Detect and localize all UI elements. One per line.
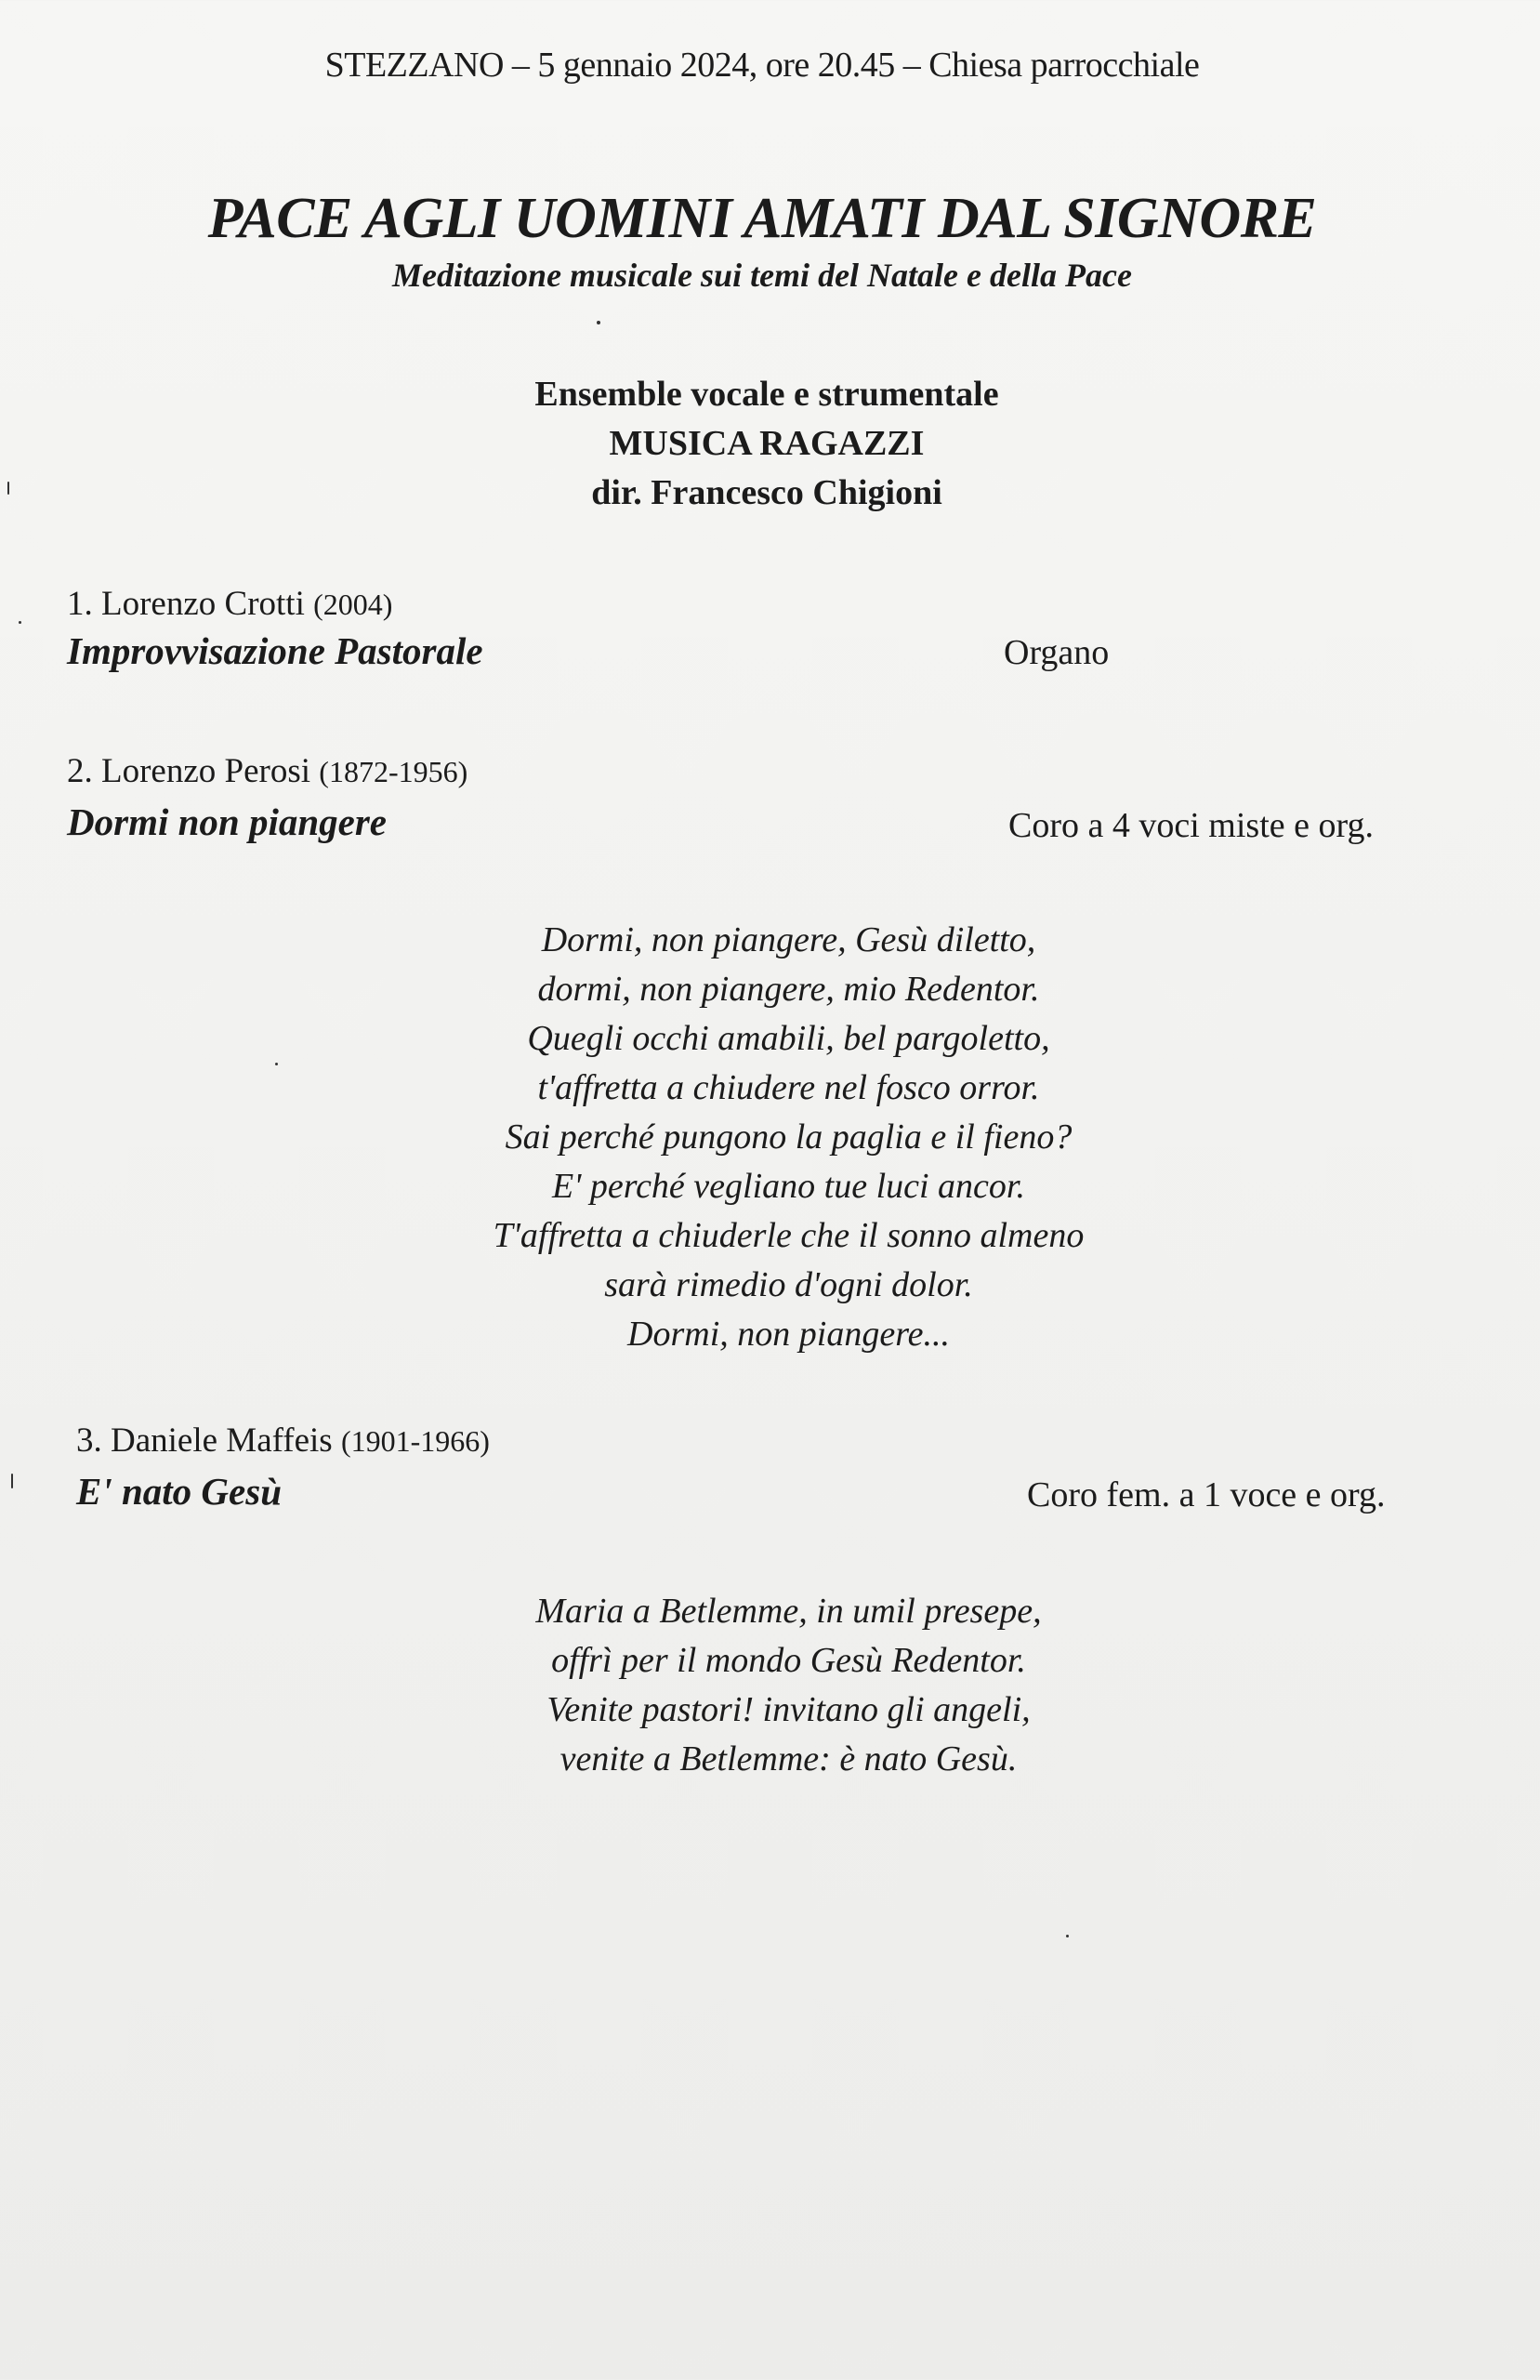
lyric-line: Quegli occhi amabili, bel pargoletto,	[527, 1019, 1050, 1058]
lyrics-e-nato-gesu	[0, 1587, 1540, 1784]
lyric-line: T'affretta a chiuderle che il sonno almeno	[493, 1216, 1085, 1255]
print-speck	[275, 1063, 278, 1065]
piece-composer	[67, 751, 467, 791]
composer-name: 3. Daniele Maffeis	[76, 1421, 333, 1460]
composer-name: 1. Lorenzo Crotti	[67, 585, 305, 623]
print-mark	[11, 1474, 13, 1488]
print-mark	[7, 482, 9, 495]
ensemble-name: MUSICA RAGAZZI	[609, 424, 925, 463]
print-speck	[1066, 1935, 1069, 1937]
composer-dates: (1872-1956)	[319, 755, 468, 788]
program-subtitle: Meditazione musicale sui temi del Natale e della Pace	[392, 257, 1132, 294]
composer-dates: (1901-1966)	[340, 1424, 490, 1458]
lyric-line: Maria a Betlemme, in umil presepe,	[535, 1592, 1042, 1631]
lyric-line: offrì per il mondo Gesù Redentor.	[551, 1641, 1026, 1680]
print-speck	[597, 321, 600, 324]
lyrics-dormi-non-piangere	[0, 916, 1540, 1359]
piece-instrumentation: Organo	[1004, 633, 1110, 672]
ensemble-type: Ensemble vocale e strumentale	[534, 375, 999, 414]
piece-instrumentation: Coro fem. a 1 voce e org.	[1027, 1475, 1386, 1514]
piece-title: Improvvisazione Pastorale	[67, 629, 483, 672]
lyric-line: venite a Betlemme: è nato Gesù.	[559, 1739, 1018, 1778]
lyric-line: t'affretta a chiudere nel fosco orror.	[537, 1068, 1040, 1107]
piece-title: E' nato Gesù	[76, 1470, 282, 1513]
lyric-line: Venite pastori! invitano gli angeli,	[546, 1690, 1031, 1729]
piece-composer	[76, 1421, 490, 1461]
lyric-line: Sai perché pungono la paglia e il fieno?	[505, 1117, 1073, 1157]
composer-dates: (2004)	[313, 588, 393, 621]
ensemble-block	[0, 370, 1533, 518]
event-line: STEZZANO – 5 gennaio 2024, ore 20.45 – Chiesa parrocchiale	[324, 46, 1200, 85]
lyric-line: Dormi, non piangere...	[627, 1315, 950, 1354]
piece-title: Dormi non piangere	[67, 800, 387, 843]
program-title: PACE AGLI UOMINI AMATI DAL SIGNORE	[207, 187, 1317, 250]
print-speck	[19, 621, 21, 624]
piece-instrumentation: Coro a 4 voci miste e org.	[1008, 806, 1374, 845]
piece-composer	[67, 584, 392, 624]
lyric-line: sarà rimedio d'ogni dolor.	[604, 1265, 973, 1304]
lyric-line: dormi, non piangere, mio Redentor.	[537, 970, 1040, 1009]
ensemble-director: dir. Francesco Chigioni	[591, 473, 942, 512]
composer-name: 2. Lorenzo Perosi	[67, 752, 311, 790]
lyric-line: E' perché vegliano tue luci ancor.	[551, 1167, 1025, 1206]
lyric-line: Dormi, non piangere, Gesù diletto,	[541, 920, 1036, 959]
